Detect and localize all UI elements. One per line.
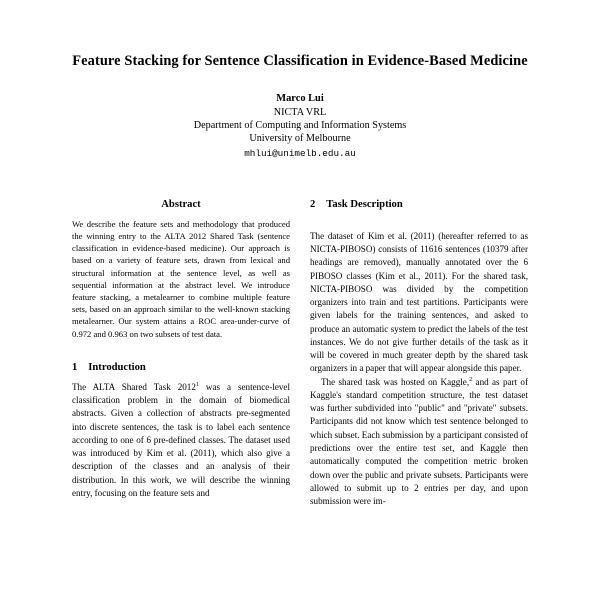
affiliation-department: Department of Computing and Information Systems	[193, 119, 407, 131]
author-email: mhlui@unimelb.edu.au	[244, 147, 356, 159]
author-name: Marco Lui	[276, 92, 324, 104]
introduction-paragraph-1	[72, 381, 290, 500]
two-column-body	[72, 199, 528, 509]
section-heading-introduction	[72, 362, 290, 373]
abstract-heading: Abstract	[161, 198, 201, 210]
section-title-introduction: Introduction	[88, 361, 146, 373]
intro-text-part-b: was a sentence-level classification problem in the domain of biomedical abstracts. Given a collection of abstracts pre-segmented into discrete sentences, the task is to label each sentence according to one of 6 pre-defined classes. The dataset used was introduced by Kim et al. (2011), which also give a description of the classes and an analysis of their distribution. In this work, we will describe the winning entry, focusing on the feature sets and	[72, 381, 290, 498]
section-number-introduction: 1	[72, 361, 78, 373]
page-title: Feature Stacking for Sentence Classification in Evidence-Based Medicine	[72, 53, 528, 69]
right-column	[310, 199, 528, 509]
section-heading-task-description	[310, 199, 528, 210]
section-number-task-description: 2	[310, 198, 316, 210]
task-text-part-b: and as part of Kaggle's standard competition structure, the test dataset was further subdivided into "public" and "private" subsets. Participants did not know which test sentence belonged to which subset. Each submission by a participant consisted of predictions over the entire test set, and Kaggle then automatically computed the competition metric broken down over the public and private subsets. Participants were allowed to submit up to 2 entries per day, and upon submission were im-	[310, 376, 528, 507]
affiliation-university: University of Melbourne	[249, 132, 351, 144]
left-column	[72, 199, 290, 509]
task-paragraph-1: The dataset of Kim et al. (2011) (hereafter referred to as NICTA-PIBOSO) consists of 11616 sentences (10379 after headings are removed), manually annotated over the 6 PIBOSO classes (Kim et al., 2011). For the shared task, NICTA-PIBOSO was divided by the competition organizers into train and test partitions. Participants were given labels for the training sentences, and asked to produce an automatic system to predict the labels of the test instances. We do not give further details of the task as it will be covered in much greater depth by the shared task organizers in a paper that will appear alongside this paper.	[310, 230, 528, 374]
affiliation-org: NICTA VRL	[273, 106, 327, 118]
task-paragraph-2	[310, 376, 528, 509]
footnote-marker-1: 1	[195, 380, 199, 388]
footnote-marker-2: 2	[469, 375, 473, 383]
abstract-text: We describe the feature sets and methodology that produced the winning entry to the ALTA 2012 Shared Task (sentence classification in evidence-based medicine). Our approach is based on a variety of feature sets, drawn from lexical and structural information at the sentence level, as well as sequential information at the abstract level. We introduce feature stacking, a metalearner to combine multiple feature sets, based on an approach similar to the well-known stacking metalearner. Our system attains a ROC area-under-curve of 0.972 and 0.963 on two subsets of test data.	[72, 218, 290, 339]
intro-text-part-a: The ALTA Shared Task 2012	[72, 381, 196, 392]
task-text-part-a: The shared task was hosted on Kaggle,	[321, 376, 470, 387]
section-title-task-description: Task Description	[326, 198, 403, 210]
